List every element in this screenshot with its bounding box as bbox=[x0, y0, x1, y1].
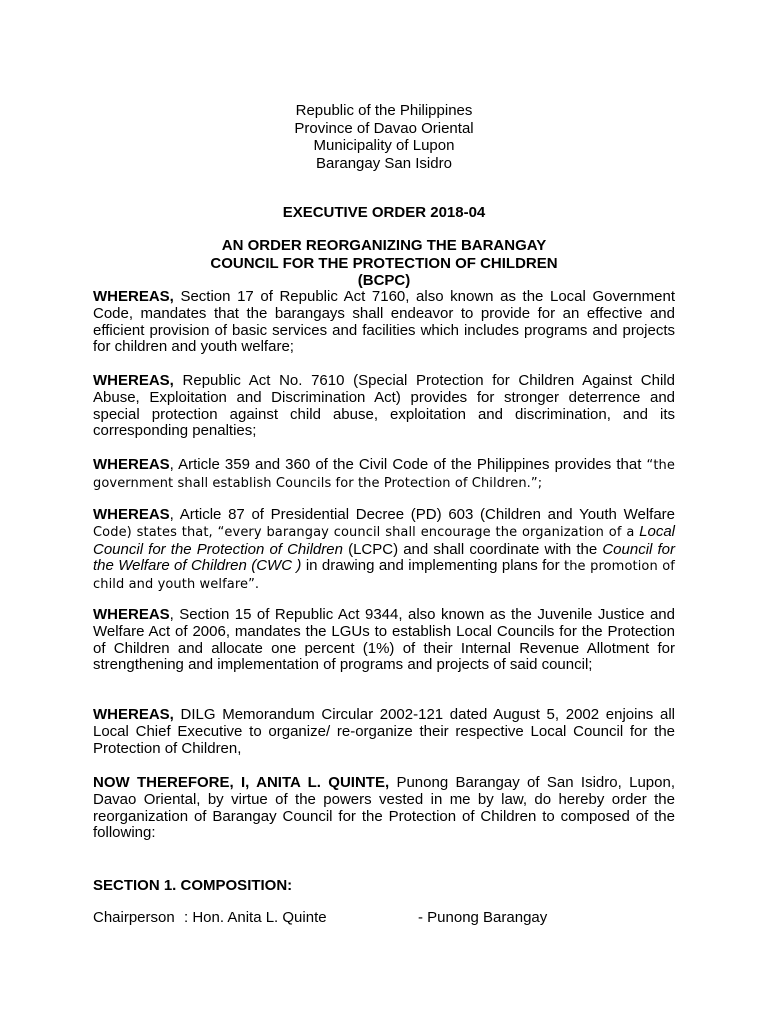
whereas-text: , Section 15 of Republic Act 9344, also known as the Juvenile Justice and Welfare Act of 2006, mandates the LGUs to establish Local Councils for the Protection of Children and allocate one percent (1%) of their Internal Revenue Allotment for strengthening and implementation of programs and projects of said council; bbox=[93, 606, 675, 674]
whereas-quote: “the government shall establish Councils for the Protection of Children.”; bbox=[93, 458, 675, 491]
header-municipality: Municipality of Lupon bbox=[313, 137, 455, 154]
whereas-lead: WHEREAS, bbox=[93, 706, 174, 723]
role-label: Chairperson bbox=[93, 909, 175, 926]
header-province: Province of Davao Oriental bbox=[294, 119, 474, 137]
whereas-text: (LCPC) and shall coordinate with the bbox=[342, 540, 603, 558]
member-name: : Hon. Anita L. Quinte bbox=[184, 909, 327, 926]
whereas-quote: the promotion of child and youth welfare”. bbox=[93, 559, 675, 593]
whereas-text: Section 17 of Republic Act 7160, also known as the Local Government Code, mandates that the barangays shall endeavor to provide for an effective and efficient provision of basic services and facilities which includes programs and projects for children and youth welfare; bbox=[93, 288, 675, 356]
now-therefore-paragraph bbox=[93, 775, 675, 842]
whereas-paragraph-1 bbox=[93, 289, 675, 356]
whereas-paragraph-2 bbox=[93, 373, 675, 440]
whereas-text: , Article 359 and 360 of the Civil Code of the Philippines provides that bbox=[169, 456, 647, 473]
cwc-reference: Council for the Welfare of Children (CWC ) bbox=[93, 540, 675, 575]
whereas-text: in drawing and implementing plans for bbox=[301, 557, 565, 575]
executive-order-title: EXECUTIVE ORDER 2018-04 bbox=[282, 204, 486, 221]
now-therefore-text: Punong Barangay of San Isidro, Lupon, Davao Oriental, by virtue of the powers vested in me by law, do hereby order the reorganization of Barangay Council for the Protection of Children to composed of the following: bbox=[93, 774, 675, 842]
section-1-heading: SECTION 1. COMPOSITION: bbox=[93, 877, 293, 894]
whereas-paragraph-3 bbox=[93, 457, 675, 493]
whereas-paragraph-5 bbox=[93, 607, 675, 674]
whereas-quote: Code) states that, “every barangay council shall encourage the organization of a bbox=[93, 524, 635, 540]
whereas-paragraph-6 bbox=[93, 707, 675, 757]
lcpc-reference: Local Council for the Protection of Children bbox=[93, 522, 676, 558]
whereas-lead: WHEREAS bbox=[93, 606, 170, 623]
header-republic: Republic of the Philippines bbox=[295, 102, 473, 119]
whereas-lead: WHEREAS, bbox=[93, 288, 174, 305]
whereas-paragraph-4 bbox=[93, 507, 675, 594]
whereas-lead: WHEREAS bbox=[93, 456, 170, 473]
member-position: - Punong Barangay bbox=[418, 909, 548, 926]
document-header bbox=[0, 102, 768, 172]
whereas-text: , Article 87 of Presidential Decree (PD) 603 (Children and Youth Welfare bbox=[169, 506, 675, 523]
whereas-text: DILG Memorandum Circular 2002-121 dated August 5, 2002 enjoins all Local Chief Executive to organize/ re-organize their respective Local Council for the Protection of Children, bbox=[93, 706, 675, 757]
now-therefore-lead: NOW THEREFORE, I, ANITA L. QUINTE, bbox=[93, 774, 390, 791]
whereas-lead: WHEREAS bbox=[93, 506, 170, 523]
whereas-lead: WHEREAS, bbox=[93, 372, 174, 389]
whereas-text: Republic Act No. 7610 (Special Protection for Children Against Child Abuse, Exploitation and Discrimination Act) provides for stronger deterrence and special protection against child abuse, exploitation and discrimination, and its corresponding penalties; bbox=[93, 372, 675, 440]
header-barangay: Barangay San Isidro bbox=[316, 154, 452, 172]
executive-order-subtitle: AN ORDER REORGANIZING THE BARANGAY COUNCIL FOR THE PROTECTION OF CHILDREN (BCPC) bbox=[210, 237, 558, 289]
